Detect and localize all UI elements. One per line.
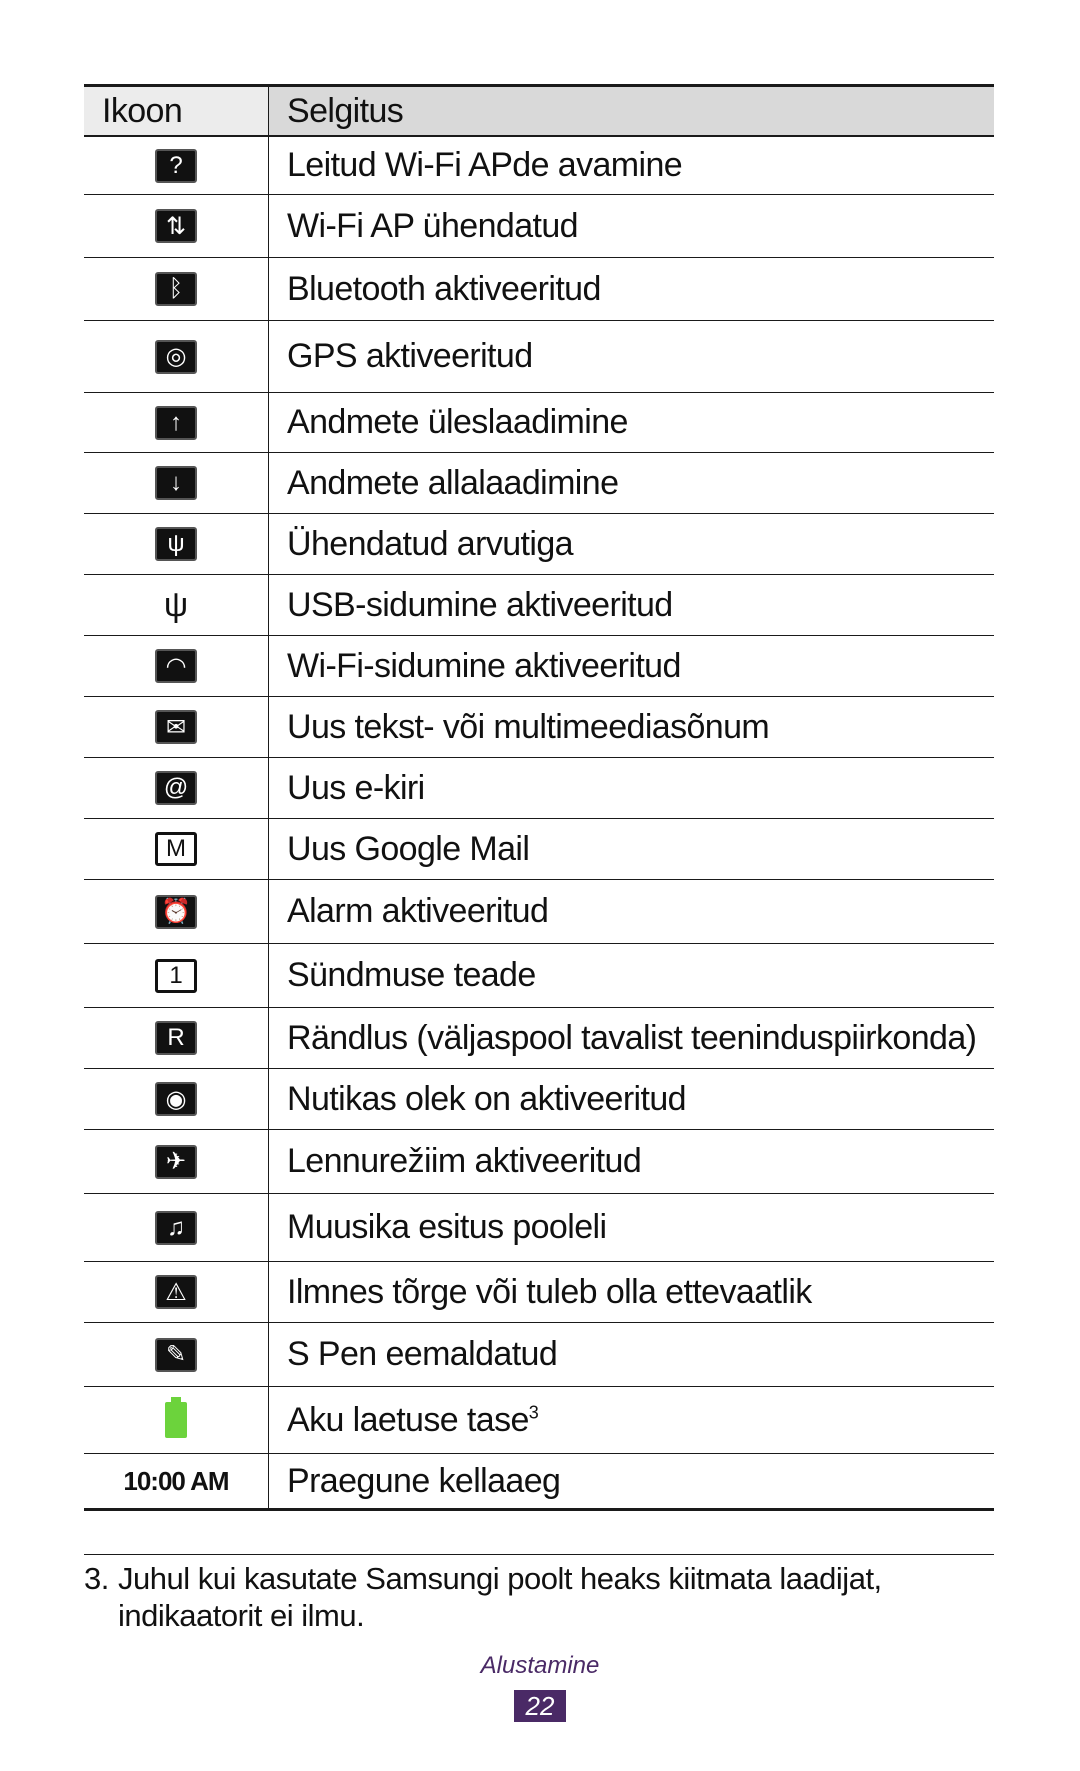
table-row	[84, 393, 994, 453]
row-text: Ilmnes tõrge või tuleb olla ettevaatlik	[287, 1272, 812, 1311]
header-desc-label: Selgitus	[287, 91, 404, 130]
table-header	[84, 87, 994, 137]
footnote-number: 3.	[84, 1561, 109, 1596]
battery-icon	[165, 1402, 187, 1438]
calendar-event-icon: 1	[155, 959, 197, 993]
wifi-ap-icon: ⇅	[155, 209, 197, 243]
airplane-icon: ✈	[155, 1145, 197, 1179]
row-text: Wi-Fi AP ühendatud	[287, 206, 578, 245]
row-text: Wi-Fi-sidumine aktiveeritud	[287, 646, 681, 685]
table-row	[84, 944, 994, 1008]
message-icon: ✉	[155, 710, 197, 744]
status-icons-table	[84, 84, 994, 1511]
footnote	[84, 1560, 984, 1634]
smart-stay-icon: ◉	[155, 1082, 197, 1116]
row-text: Bluetooth aktiveeritud	[287, 269, 601, 308]
row-text: Aku laetuse tase$^3$	[287, 1400, 539, 1439]
footnote-text: Juhul kui kasutate Samsungi poolt heaks kiitmata laadijat, indikaatorit ei ilmu.	[118, 1561, 882, 1633]
page-number: 22	[514, 1690, 566, 1722]
table-row	[84, 453, 994, 514]
row-text: Ühendatud arvutiga	[287, 524, 573, 563]
wifi-question-icon: ?	[155, 149, 197, 183]
gmail-icon: M	[155, 832, 197, 866]
download-icon: ↓	[155, 466, 197, 500]
email-icon: @	[155, 771, 197, 805]
table-row	[84, 1262, 994, 1323]
row-text: Lennurežiim aktiveeritud	[287, 1142, 642, 1180]
row-text: GPS aktiveeritud	[287, 337, 533, 375]
table-row	[84, 1130, 994, 1194]
table-row	[84, 880, 994, 944]
row-text: Nutikas olek on aktiveeritud	[287, 1079, 686, 1118]
table-row	[84, 697, 994, 758]
table-row	[84, 1454, 994, 1511]
table-row	[84, 258, 994, 321]
usb-tethering-icon: ψ	[163, 585, 189, 624]
row-text: S Pen eemaldatud	[287, 1335, 558, 1373]
alarm-icon: ⏰	[155, 895, 197, 929]
table-row	[84, 514, 994, 575]
clock-text: 10:00 AM	[123, 1465, 229, 1496]
row-text: Alarm aktiveeritud	[287, 892, 549, 930]
header-icon-label: Ikoon	[102, 91, 183, 130]
table-row	[84, 1387, 994, 1454]
table-row	[84, 575, 994, 636]
gps-icon: ◎	[155, 340, 197, 374]
table-row	[84, 137, 994, 195]
row-text: Andmete allalaadimine	[287, 463, 619, 502]
table-row	[84, 1008, 994, 1069]
row-text: Andmete üleslaadimine	[287, 403, 628, 441]
row-text: Leitud Wi-Fi APde avamine	[287, 146, 683, 184]
warning-icon: ⚠	[155, 1275, 197, 1309]
table-row	[84, 1323, 994, 1387]
music-icon: ♫	[155, 1211, 197, 1245]
row-text: Muusika esitus pooleli	[287, 1208, 607, 1246]
table-row	[84, 1194, 994, 1262]
row-text: Uus Google Mail	[287, 829, 530, 868]
table-row	[84, 1069, 994, 1130]
footnote-divider	[84, 1554, 994, 1555]
row-text: Uus tekst- või multimeediasõnum	[287, 707, 770, 746]
table-row	[84, 758, 994, 819]
roaming-icon: R	[155, 1021, 197, 1055]
usb-connected-icon: ψ	[155, 527, 197, 561]
upload-icon: ↑	[155, 406, 197, 440]
table-row	[84, 321, 994, 393]
table-row	[84, 636, 994, 697]
row-text: Uus e-kiri	[287, 768, 425, 807]
row-text: Sündmuse teade	[287, 956, 536, 994]
table-row	[84, 819, 994, 880]
header-icon-cell	[84, 87, 269, 135]
section-label: Alustamine	[480, 1652, 600, 1679]
row-text: USB-sidumine aktiveeritud	[287, 585, 673, 624]
bluetooth-icon: ᛒ	[155, 272, 197, 306]
s-pen-icon: ✎	[155, 1338, 197, 1372]
wifi-tethering-icon: ◠	[155, 649, 197, 683]
header-desc-cell	[269, 92, 994, 131]
row-text: Praegune kellaaeg	[287, 1461, 561, 1500]
table-row	[84, 195, 994, 258]
footnote-ref: 3	[528, 1402, 539, 1423]
row-text: Rändlus (väljaspool tavalist teeninduspiirkonda)	[287, 1018, 977, 1057]
